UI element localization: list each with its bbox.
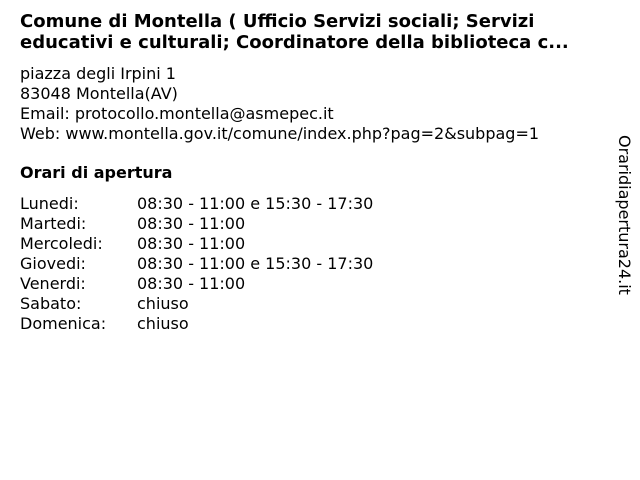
hours-day: Giovedi: xyxy=(20,254,86,273)
site-watermark: Oraridiapertura24.it xyxy=(615,135,634,295)
hours-row xyxy=(20,234,373,254)
page-title-line-1: Comune di Montella ( Ufficio Servizi sociali; Servizi xyxy=(20,11,535,32)
hours-day: Lunedi: xyxy=(20,194,79,213)
page-title xyxy=(20,11,630,53)
hours-row xyxy=(20,274,373,294)
hours-time: 08:30 - 11:00 e 15:30 - 17:30 xyxy=(137,194,374,213)
hours-day: Domenica: xyxy=(20,314,107,333)
hours-time: chiuso xyxy=(137,294,189,313)
hours-row xyxy=(20,294,373,314)
hours-time: 08:30 - 11:00 xyxy=(137,274,246,293)
hours-time: 08:30 - 11:00 xyxy=(137,214,246,233)
hours-row xyxy=(20,194,373,214)
hours-heading: Orari di apertura xyxy=(20,163,173,182)
hours-time: 08:30 - 11:00 xyxy=(137,234,246,253)
address-street: piazza degli Irpini 1 xyxy=(20,64,176,83)
hours-day: Mercoledi: xyxy=(20,234,103,253)
hours-row xyxy=(20,314,373,334)
hours-time: chiuso xyxy=(137,314,189,333)
hours-day: Venerdi: xyxy=(20,274,86,293)
address-block xyxy=(20,64,539,144)
page-title-line-2: educativi e culturali; Coordinatore della biblioteca c... xyxy=(20,32,569,53)
hours-time: 08:30 - 11:00 e 15:30 - 17:30 xyxy=(137,254,374,273)
address-web: Web: www.montella.gov.it/comune/index.php?pag=2&subpag=1 xyxy=(20,124,540,143)
address-city: 83048 Montella(AV) xyxy=(20,84,178,103)
hours-table xyxy=(20,194,373,334)
hours-row xyxy=(20,254,373,274)
hours-row xyxy=(20,214,373,234)
address-email: Email: protocollo.montella@asmepec.it xyxy=(20,104,334,123)
hours-day: Sabato: xyxy=(20,294,82,313)
hours-day: Martedi: xyxy=(20,214,87,233)
